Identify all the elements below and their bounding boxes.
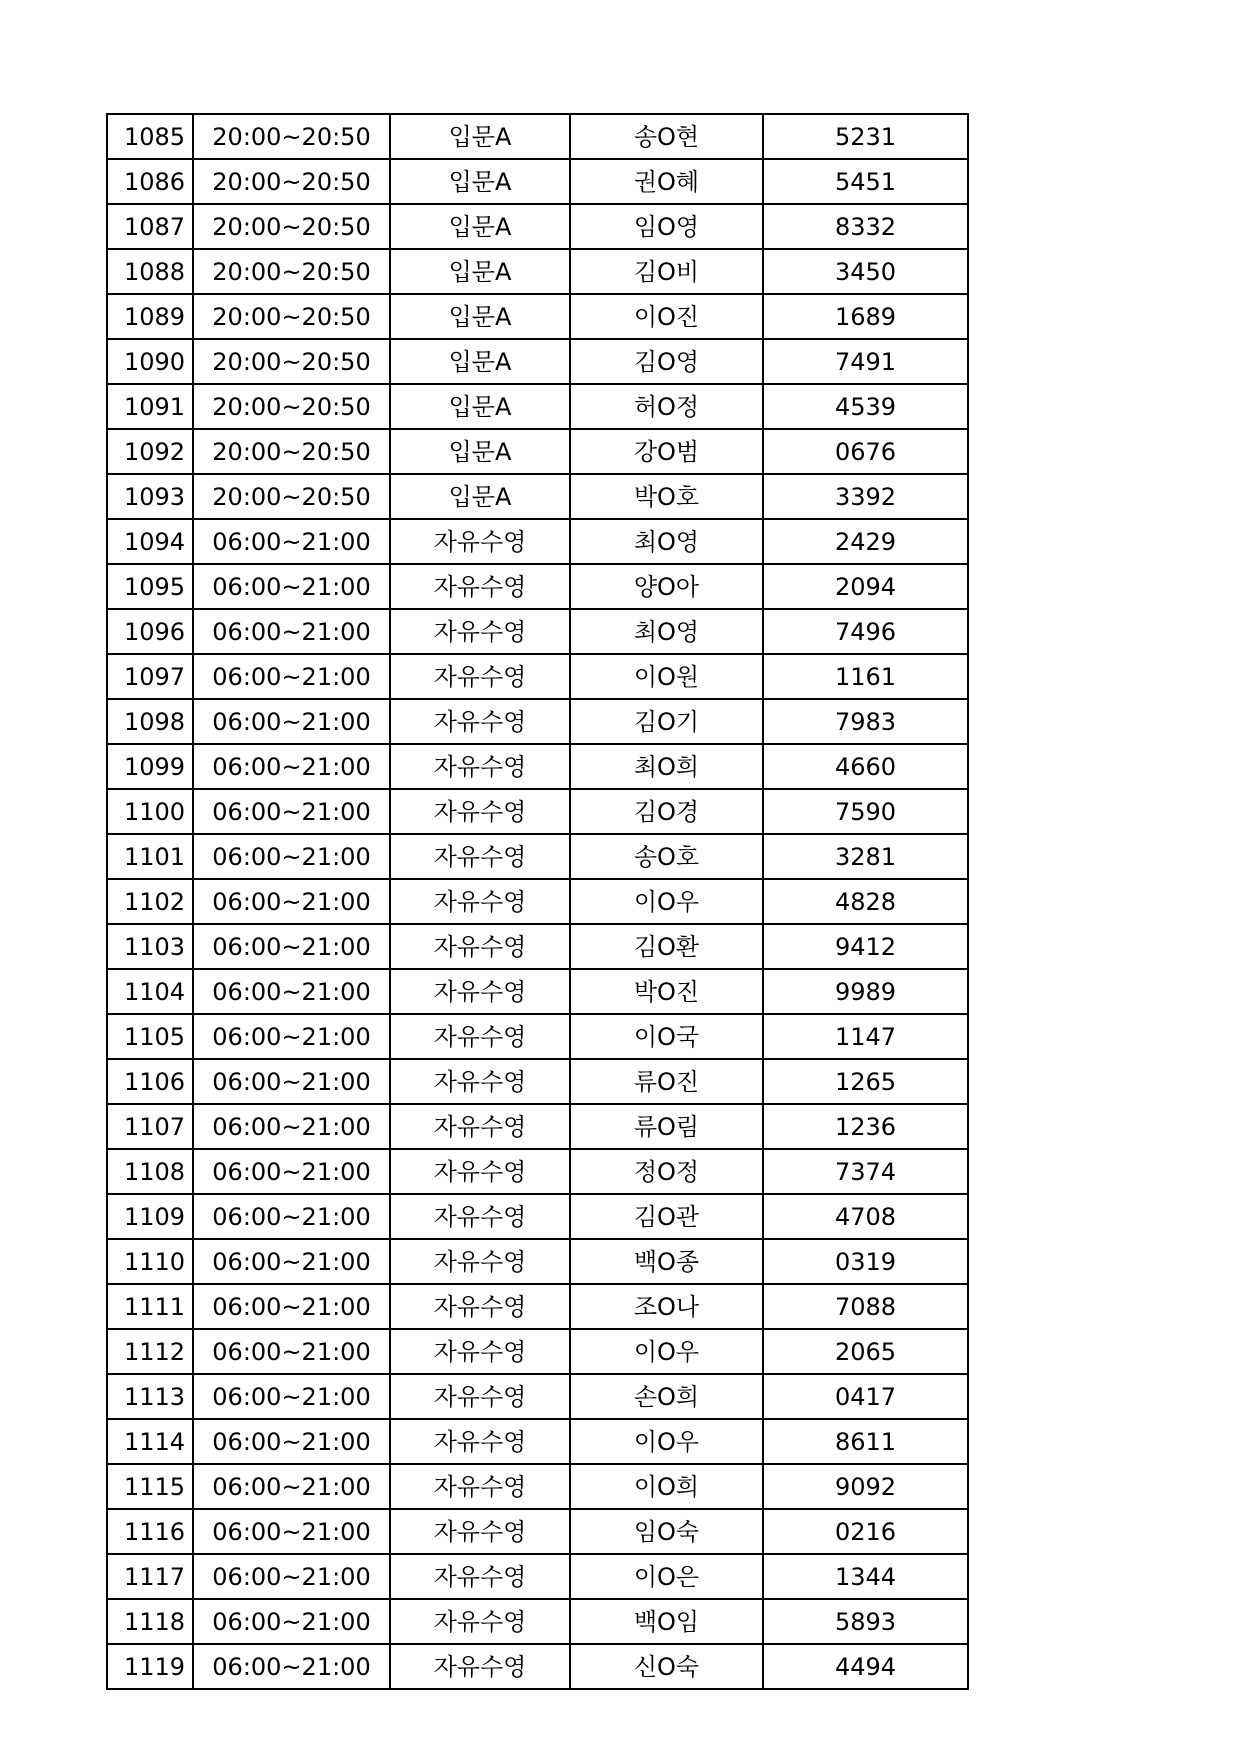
table-row <box>107 384 968 429</box>
class-cell: 입문A <box>390 429 570 474</box>
class-cell: 자유수영 <box>390 1104 570 1149</box>
time-cell: 06:00~21:00 <box>193 1329 390 1374</box>
name-cell: 김O환 <box>570 924 763 969</box>
time-cell: 06:00~21:00 <box>193 1509 390 1554</box>
name-cell: 최O영 <box>570 519 763 564</box>
name-cell: 이O우 <box>570 1419 763 1464</box>
name-cell: 이O은 <box>570 1554 763 1599</box>
time-cell: 20:00~20:50 <box>193 114 390 159</box>
code-cell: 5231 <box>763 114 968 159</box>
name-cell: 정O정 <box>570 1149 763 1194</box>
row-number-cell: 1114 <box>107 1419 193 1464</box>
name-cell: 류O림 <box>570 1104 763 1149</box>
class-cell: 입문A <box>390 339 570 384</box>
code-cell: 7496 <box>763 609 968 654</box>
time-cell: 20:00~20:50 <box>193 204 390 249</box>
name-cell: 송O호 <box>570 834 763 879</box>
table-row <box>107 1554 968 1599</box>
row-number-cell: 1111 <box>107 1284 193 1329</box>
class-cell: 자유수영 <box>390 969 570 1014</box>
code-cell: 0676 <box>763 429 968 474</box>
row-number-cell: 1116 <box>107 1509 193 1554</box>
name-cell: 신O숙 <box>570 1644 763 1689</box>
time-cell: 20:00~20:50 <box>193 384 390 429</box>
code-cell: 7088 <box>763 1284 968 1329</box>
code-cell: 3450 <box>763 249 968 294</box>
time-cell: 06:00~21:00 <box>193 1554 390 1599</box>
table-row <box>107 924 968 969</box>
name-cell: 허O정 <box>570 384 763 429</box>
code-cell: 4539 <box>763 384 968 429</box>
name-cell: 김O영 <box>570 339 763 384</box>
time-cell: 20:00~20:50 <box>193 474 390 519</box>
table-row <box>107 699 968 744</box>
table-row <box>107 564 968 609</box>
table-row <box>107 1419 968 1464</box>
name-cell: 이O국 <box>570 1014 763 1059</box>
table-row <box>107 474 968 519</box>
code-cell: 7983 <box>763 699 968 744</box>
table-row <box>107 1149 968 1194</box>
row-number-cell: 1115 <box>107 1464 193 1509</box>
code-cell: 5451 <box>763 159 968 204</box>
class-cell: 자유수영 <box>390 1644 570 1689</box>
time-cell: 06:00~21:00 <box>193 1059 390 1104</box>
class-cell: 자유수영 <box>390 609 570 654</box>
table-row <box>107 519 968 564</box>
class-cell: 자유수영 <box>390 1239 570 1284</box>
row-number-cell: 1113 <box>107 1374 193 1419</box>
name-cell: 박O호 <box>570 474 763 519</box>
code-cell: 7590 <box>763 789 968 834</box>
table-row <box>107 609 968 654</box>
row-number-cell: 1097 <box>107 654 193 699</box>
time-cell: 20:00~20:50 <box>193 339 390 384</box>
code-cell: 1236 <box>763 1104 968 1149</box>
class-cell: 자유수영 <box>390 834 570 879</box>
class-cell: 자유수영 <box>390 924 570 969</box>
table-row <box>107 339 968 384</box>
time-cell: 06:00~21:00 <box>193 699 390 744</box>
table-row <box>107 834 968 879</box>
row-number-cell: 1108 <box>107 1149 193 1194</box>
row-number-cell: 1091 <box>107 384 193 429</box>
time-cell: 06:00~21:00 <box>193 744 390 789</box>
code-cell: 1689 <box>763 294 968 339</box>
row-number-cell: 1109 <box>107 1194 193 1239</box>
table-row <box>107 1329 968 1374</box>
class-cell: 입문A <box>390 159 570 204</box>
time-cell: 06:00~21:00 <box>193 924 390 969</box>
class-cell: 입문A <box>390 114 570 159</box>
row-number-cell: 1090 <box>107 339 193 384</box>
time-cell: 06:00~21:00 <box>193 789 390 834</box>
time-cell: 06:00~21:00 <box>193 1284 390 1329</box>
table-row <box>107 1599 968 1644</box>
table-row <box>107 1194 968 1239</box>
code-cell: 1161 <box>763 654 968 699</box>
row-number-cell: 1093 <box>107 474 193 519</box>
class-cell: 자유수영 <box>390 1599 570 1644</box>
row-number-cell: 1087 <box>107 204 193 249</box>
class-cell: 자유수영 <box>390 1374 570 1419</box>
time-cell: 20:00~20:50 <box>193 159 390 204</box>
class-cell: 자유수영 <box>390 654 570 699</box>
code-cell: 2429 <box>763 519 968 564</box>
row-number-cell: 1089 <box>107 294 193 339</box>
name-cell: 백O임 <box>570 1599 763 1644</box>
table-row <box>107 1284 968 1329</box>
code-cell: 0319 <box>763 1239 968 1284</box>
name-cell: 김O기 <box>570 699 763 744</box>
time-cell: 20:00~20:50 <box>193 429 390 474</box>
class-cell: 자유수영 <box>390 1419 570 1464</box>
row-number-cell: 1107 <box>107 1104 193 1149</box>
class-cell: 자유수영 <box>390 789 570 834</box>
table-row <box>107 1644 968 1689</box>
name-cell: 이O진 <box>570 294 763 339</box>
time-cell: 06:00~21:00 <box>193 1464 390 1509</box>
registration-table <box>106 113 969 1690</box>
class-cell: 자유수영 <box>390 1284 570 1329</box>
row-number-cell: 1102 <box>107 879 193 924</box>
code-cell: 8611 <box>763 1419 968 1464</box>
row-number-cell: 1086 <box>107 159 193 204</box>
time-cell: 06:00~21:00 <box>193 1599 390 1644</box>
code-cell: 7491 <box>763 339 968 384</box>
code-cell: 0417 <box>763 1374 968 1419</box>
code-cell: 3392 <box>763 474 968 519</box>
class-cell: 입문A <box>390 249 570 294</box>
row-number-cell: 1092 <box>107 429 193 474</box>
class-cell: 자유수영 <box>390 1194 570 1239</box>
table-row <box>107 1104 968 1149</box>
name-cell: 강O범 <box>570 429 763 474</box>
name-cell: 김O비 <box>570 249 763 294</box>
table-row <box>107 1509 968 1554</box>
class-cell: 입문A <box>390 294 570 339</box>
time-cell: 06:00~21:00 <box>193 564 390 609</box>
code-cell: 7374 <box>763 1149 968 1194</box>
code-cell: 4494 <box>763 1644 968 1689</box>
row-number-cell: 1098 <box>107 699 193 744</box>
table-row <box>107 114 968 159</box>
table-row <box>107 1374 968 1419</box>
row-number-cell: 1106 <box>107 1059 193 1104</box>
class-cell: 자유수영 <box>390 564 570 609</box>
table-row <box>107 159 968 204</box>
time-cell: 20:00~20:50 <box>193 294 390 339</box>
class-cell: 자유수영 <box>390 1464 570 1509</box>
name-cell: 김O관 <box>570 1194 763 1239</box>
code-cell: 5893 <box>763 1599 968 1644</box>
class-cell: 자유수영 <box>390 1014 570 1059</box>
class-cell: 입문A <box>390 384 570 429</box>
time-cell: 20:00~20:50 <box>193 249 390 294</box>
code-cell: 8332 <box>763 204 968 249</box>
class-cell: 자유수영 <box>390 744 570 789</box>
class-cell: 입문A <box>390 204 570 249</box>
class-cell: 자유수영 <box>390 1059 570 1104</box>
registration-table-page <box>106 113 967 1681</box>
name-cell: 최O희 <box>570 744 763 789</box>
table-row <box>107 249 968 294</box>
row-number-cell: 1118 <box>107 1599 193 1644</box>
code-cell: 4828 <box>763 879 968 924</box>
time-cell: 06:00~21:00 <box>193 654 390 699</box>
row-number-cell: 1094 <box>107 519 193 564</box>
time-cell: 06:00~21:00 <box>193 1419 390 1464</box>
class-cell: 자유수영 <box>390 1554 570 1599</box>
name-cell: 이O원 <box>570 654 763 699</box>
table-row <box>107 969 968 1014</box>
class-cell: 자유수영 <box>390 699 570 744</box>
time-cell: 06:00~21:00 <box>193 834 390 879</box>
row-number-cell: 1088 <box>107 249 193 294</box>
table-row <box>107 294 968 339</box>
table-body <box>107 114 968 1689</box>
name-cell: 이O우 <box>570 879 763 924</box>
code-cell: 4708 <box>763 1194 968 1239</box>
table-row <box>107 879 968 924</box>
row-number-cell: 1099 <box>107 744 193 789</box>
time-cell: 06:00~21:00 <box>193 1149 390 1194</box>
name-cell: 양O아 <box>570 564 763 609</box>
name-cell: 박O진 <box>570 969 763 1014</box>
code-cell: 1147 <box>763 1014 968 1059</box>
name-cell: 최O영 <box>570 609 763 654</box>
table-row <box>107 744 968 789</box>
name-cell: 손O희 <box>570 1374 763 1419</box>
row-number-cell: 1096 <box>107 609 193 654</box>
table-row <box>107 1464 968 1509</box>
code-cell: 9989 <box>763 969 968 1014</box>
time-cell: 06:00~21:00 <box>193 519 390 564</box>
name-cell: 백O종 <box>570 1239 763 1284</box>
code-cell: 9092 <box>763 1464 968 1509</box>
name-cell: 임O영 <box>570 204 763 249</box>
row-number-cell: 1104 <box>107 969 193 1014</box>
class-cell: 자유수영 <box>390 519 570 564</box>
time-cell: 06:00~21:00 <box>193 1644 390 1689</box>
code-cell: 1344 <box>763 1554 968 1599</box>
time-cell: 06:00~21:00 <box>193 1194 390 1239</box>
name-cell: 류O진 <box>570 1059 763 1104</box>
table-row <box>107 1014 968 1059</box>
table-row <box>107 204 968 249</box>
time-cell: 06:00~21:00 <box>193 1374 390 1419</box>
table-row <box>107 1059 968 1104</box>
table-row <box>107 654 968 699</box>
row-number-cell: 1085 <box>107 114 193 159</box>
code-cell: 4660 <box>763 744 968 789</box>
table-row <box>107 789 968 834</box>
code-cell: 9412 <box>763 924 968 969</box>
row-number-cell: 1103 <box>107 924 193 969</box>
code-cell: 0216 <box>763 1509 968 1554</box>
row-number-cell: 1095 <box>107 564 193 609</box>
name-cell: 이O우 <box>570 1329 763 1374</box>
code-cell: 3281 <box>763 834 968 879</box>
code-cell: 2065 <box>763 1329 968 1374</box>
row-number-cell: 1112 <box>107 1329 193 1374</box>
table-row <box>107 1239 968 1284</box>
row-number-cell: 1110 <box>107 1239 193 1284</box>
time-cell: 06:00~21:00 <box>193 969 390 1014</box>
time-cell: 06:00~21:00 <box>193 1239 390 1284</box>
time-cell: 06:00~21:00 <box>193 609 390 654</box>
time-cell: 06:00~21:00 <box>193 1014 390 1059</box>
row-number-cell: 1105 <box>107 1014 193 1059</box>
row-number-cell: 1101 <box>107 834 193 879</box>
class-cell: 자유수영 <box>390 1149 570 1194</box>
name-cell: 권O혜 <box>570 159 763 204</box>
name-cell: 임O숙 <box>570 1509 763 1554</box>
name-cell: 김O경 <box>570 789 763 834</box>
code-cell: 2094 <box>763 564 968 609</box>
name-cell: 송O현 <box>570 114 763 159</box>
time-cell: 06:00~21:00 <box>193 1104 390 1149</box>
class-cell: 입문A <box>390 474 570 519</box>
time-cell: 06:00~21:00 <box>193 879 390 924</box>
name-cell: 조O나 <box>570 1284 763 1329</box>
class-cell: 자유수영 <box>390 1329 570 1374</box>
row-number-cell: 1119 <box>107 1644 193 1689</box>
row-number-cell: 1100 <box>107 789 193 834</box>
name-cell: 이O희 <box>570 1464 763 1509</box>
code-cell: 1265 <box>763 1059 968 1104</box>
row-number-cell: 1117 <box>107 1554 193 1599</box>
class-cell: 자유수영 <box>390 879 570 924</box>
class-cell: 자유수영 <box>390 1509 570 1554</box>
table-row <box>107 429 968 474</box>
